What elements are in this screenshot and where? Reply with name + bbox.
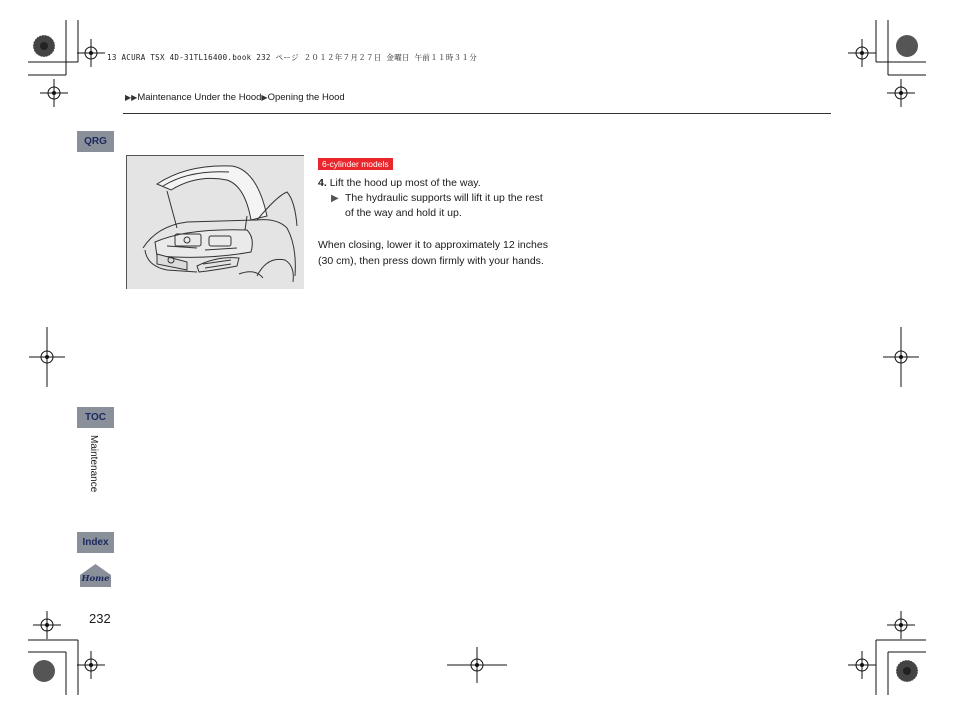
- index-tab-button[interactable]: Index: [77, 532, 114, 553]
- instruction-content: [318, 154, 553, 269]
- breadcrumb-separator: ▶: [261, 93, 268, 102]
- section-label: Maintenance: [88, 435, 99, 493]
- home-button[interactable]: [77, 563, 114, 588]
- hood-open-illustration: [126, 155, 304, 289]
- step-4-subnote: [331, 191, 553, 221]
- car-hood-drawing: [127, 156, 304, 289]
- step-text: Lift the hood up most of the way.: [329, 177, 481, 189]
- breadcrumb-section-link[interactable]: Maintenance Under the Hood: [137, 92, 262, 103]
- model-badge: 6-cylinder models: [318, 158, 393, 170]
- subnote-text: The hydraulic supports will lift it up the rest of the way and hold it up.: [345, 192, 543, 219]
- breadcrumb-arrows: ▶▶: [125, 93, 138, 102]
- print-header: 13 ACURA TSX 4D-31TL16400.book 232 ページ ２０１２年７月２７日 金曜日 午前１１時３１分: [107, 53, 478, 62]
- home-icon: [77, 563, 114, 588]
- home-label: Home: [81, 574, 110, 584]
- toc-tab-button[interactable]: TOC: [77, 407, 114, 428]
- qrg-tab-button[interactable]: QRG: [77, 131, 114, 152]
- breadcrumb-page: Opening the Hood: [267, 92, 345, 103]
- header-rule: [123, 113, 831, 114]
- step-number: 4.: [318, 177, 327, 189]
- step-4: [318, 176, 553, 191]
- breadcrumb: [125, 92, 345, 103]
- page-number: 232: [89, 611, 111, 626]
- triangle-bullet-icon: ▶: [331, 193, 339, 204]
- closing-instructions: When closing, lower it to approximately 12 inches (30 cm), then press down firmly with your hands.: [318, 239, 548, 267]
